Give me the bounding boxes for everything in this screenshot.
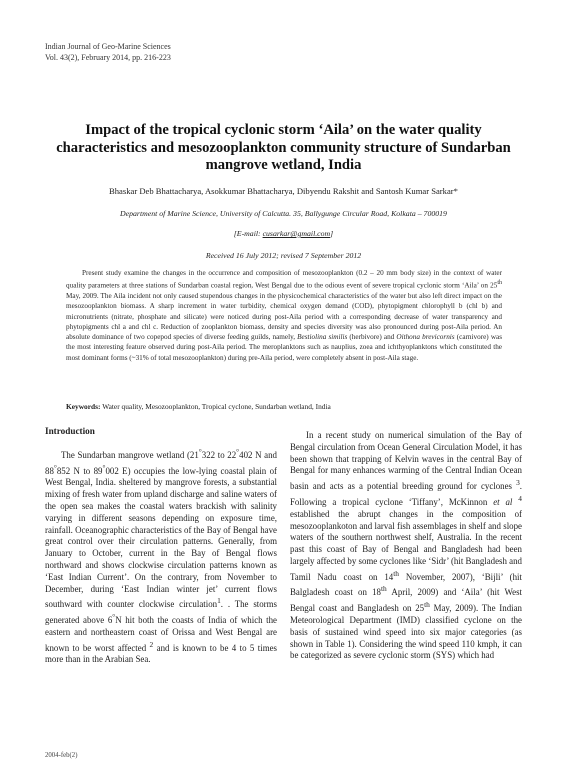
email-line (45, 229, 522, 239)
body-text: The Sundarban mangrove wetland (21 (61, 449, 199, 460)
abstract-text: (carnivore) was the most interesting feature observed during post-Aila period. The meroplanktons such as nauplius, zoea and ichthyoplanktons which constituted the most dominant forms (~31% of total mesozooplankton) during pre-Aila period, were completely absent in post-Aila stage. (66, 333, 502, 362)
body-paragraph (290, 430, 522, 662)
body-text: April, 2009) and ‘Aila’ (hit West Bengal coast and Bangladesh on 25 (290, 587, 523, 614)
body-text: N hit both the coasts of India of which the eastern and northeastern coast of Orissa and West Bengal are known to be worst affected (45, 615, 277, 653)
citation-number: 4 (518, 493, 522, 503)
degree-sign: ° (112, 612, 116, 622)
species-name: Oithona brevicornis (396, 333, 455, 342)
abstract (66, 268, 502, 363)
abstract-text: May, 2009. The Aila incident not only caused stupendous changes in the physicochemical characteristics of the water but also left direct impact on the mesozooplankton biomass. A sharp increment in water turbidity, chemical oxygen demand (COD), phytopigment chlorophyll b (chl b) and micronutrients (nitrate, phosphate and silicate) were noticed during post-Aila period with a corresponding decrease of water transparency and phytopigments chl a and chl c. Reduction of zooplankton biomass, density and species diversity was also pronounced during post-Aila period. An absolute dominance of two copepod species of diverse feeding guilds, namely, (66, 291, 502, 342)
body-text: and is known to be 4 to 5 times more than in the Arabian Sea. (45, 642, 277, 665)
affiliation: Department of Marine Science, University of Calcutta. 35, Ballygunge Circular Road, Kolkata – 700019 (120, 209, 447, 218)
degree-sign: ° (53, 462, 57, 472)
journal-name: Indian Journal of Geo-Marine Sciences (45, 42, 171, 51)
body-text: 322 to 22 (201, 449, 237, 460)
journal-header (45, 42, 171, 63)
body-text: November, 2007), ‘Bijli’ (hit Balgladesh coast on 18 (290, 571, 522, 598)
received-dates: Received 16 July 2012; revised 7 September 2012 (205, 251, 362, 260)
abstract-text: (herbivore) and (347, 333, 397, 342)
left-column (45, 426, 277, 666)
et-al: et al (493, 496, 513, 507)
paper-title: Impact of the tropical cyclonic storm ‘Aila’ on the water quality characteristics and mesozooplankton community structure of Sundarban mangrove wetland, India (56, 122, 511, 173)
section-heading: Introduction (45, 426, 95, 436)
email-prefix: [E-mail: (233, 229, 263, 238)
email-link[interactable]: cusarkar@gmail.com (262, 229, 331, 238)
species-name: Bestiolina similis (297, 333, 348, 342)
citation-number: 3 (516, 478, 520, 488)
page-footer: 2004-feb(2) (45, 752, 78, 759)
body-text: . Following a tropical cyclone ‘Tiffany’, McKinnon (290, 481, 522, 507)
body-text: In a recent study on numerical simulation of the Bay of Bengal circulation from Ocean General Circulation Model, it has been shown that trapping of Kelvin waves in the central Bay of Bengal for many enhances warming of the Central Indian Ocean basin and acts as a potential breeding ground for cyclones (290, 430, 522, 492)
degree-sign: ° (236, 446, 240, 456)
keywords-text: Water quality, Mesozooplankton, Tropical cyclone, Sundarban wetland, India (100, 402, 331, 411)
body-text: 002 E) occupies the low-lying coastal plain of West Bengal, India. sheltered by mangrove forests, a substantial mixing of fresh water from upland discharge and saline waters of the open sea makes the coastal waters brackish with salinity varying in different seasons depending on exposure time, rainfall. Oceanographic characteristics of the Bay of Bengal have great control over their circulation patterns. Generally, from January to October, current in the Bay of Bengal flows northward and shows clockwise circulation patterns known as ‘East Indian Current’. On the contrary, from November to December, during ‘East Indian winter jet’ current flows southward with counter clockwise circulation (45, 465, 278, 610)
body-text: 402 N and 88 (45, 449, 277, 476)
keywords (66, 402, 506, 412)
abstract-text: Present study examine the changes in the occurrence and composition of mesozooplankton (0.2 – 20 mm body size) in the context of water quality parameters at three stations of Sundarban coastal region, West Bengal due to the odious event of severe tropical cyclonic storm ‘Aila’ on 25 (66, 269, 502, 290)
ordinal-suffix: th (380, 584, 387, 594)
ordinal-suffix: th (424, 600, 430, 610)
email-suffix: ] (330, 229, 334, 238)
body-text: established the abrupt changes in the composition of mesozooplankoton and larval fish assemblages in shelf and slope waters of the southern northwest shelf, Australia. In the recent past this coast of Bay of Bengal and Bangladesh had been largely affected by some cyclones like ‘Sidr’ (hit Bangladesh and Tamil Nadu coast on 14 (290, 508, 522, 582)
abstract-superscript: th (497, 280, 502, 287)
body-text: . . The storms generated above 6 (45, 599, 277, 626)
journal-volume: Vol. 43(2), February 2014, pp. 216-223 (45, 52, 171, 62)
intro-paragraph (45, 446, 277, 666)
ordinal-suffix: th (393, 568, 399, 578)
keywords-label: Keywords: (66, 402, 101, 411)
body-text: 852 N to 89 (56, 465, 103, 476)
citation-number: 2 (149, 639, 154, 649)
degree-sign: ° (198, 446, 202, 456)
body-text: May, 2009). The Indian Meteorological Department (IMD) classified cyclone on the basis of sustained wind speed into six major categories (as shown in Table 1). Considering the wind speed 110 kmph, it can be categorized as severe cyclonic storm (SYS) which had (290, 603, 522, 661)
author-list: Bhaskar Deb Bhattacharya, Asokkumar Bhattacharya, Dibyendu Rakshit and Santosh Kumar Sarkar* (109, 186, 458, 196)
degree-sign: ° (102, 462, 106, 472)
citation-number: 1 (217, 596, 221, 606)
right-column (290, 430, 522, 662)
